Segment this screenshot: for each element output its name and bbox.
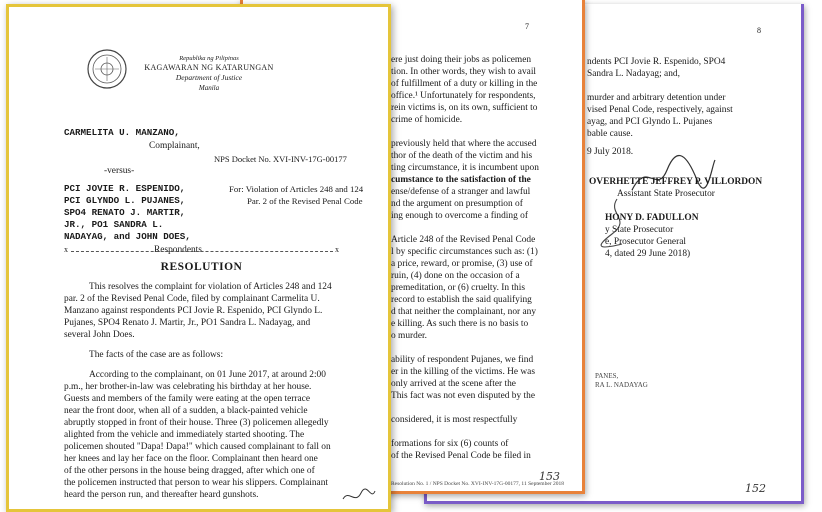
document-page-1 bbox=[6, 4, 391, 512]
doj-seal-icon bbox=[87, 49, 127, 89]
respondent-line: NADAYAG, and JOHN DOES, bbox=[64, 231, 191, 242]
text-line: The facts of the case are as follows: bbox=[89, 350, 224, 360]
text-line: policemen shouted "Dapa! Dapa!" which caused complainant to fall on bbox=[64, 442, 331, 452]
text-line: d that neither the complainant, nor any bbox=[391, 307, 537, 317]
text-line: ability of respondent Pujanes, we find bbox=[391, 355, 534, 365]
text-line: ing enough to overcome a finding of bbox=[391, 211, 528, 221]
city: Manila bbox=[198, 84, 220, 92]
text-line: l by specific circumstances such as: (1) bbox=[391, 247, 538, 257]
handwritten-page-number: 152 bbox=[745, 482, 766, 495]
text-line: of fulfillment of a duty or killing in the bbox=[391, 79, 538, 89]
department-name: KAGAWARAN NG KATARUNGAN bbox=[144, 63, 274, 72]
text-line: ruin, (4) done on the occasion of a bbox=[391, 271, 520, 281]
text-line: Sandra L. Nadayag; and, bbox=[587, 69, 680, 79]
text-line: ndents PCI Jovie R. Espenido, SPO4 bbox=[587, 57, 726, 67]
text-line: her knees and lay her face on the floor. Complainant then heard one bbox=[64, 454, 318, 464]
text-line: crime of homicide. bbox=[391, 115, 463, 125]
signatory-title: y State Prosecutor bbox=[605, 225, 674, 235]
page-footer: Resolution No. 1 / NPS Docket No. XVI-INV-17G-00177, 11 September 2018 bbox=[391, 481, 564, 487]
copy-furnished: PANES, bbox=[595, 372, 619, 380]
text-line: Pujanes, SPO4 Renato J. Martir, Jr., PO1 Sandra L. Nadayag, and bbox=[64, 318, 311, 328]
text-line: considered, it is most respectfully bbox=[391, 415, 518, 425]
text-line: near the front door, when all of a sudden, a black-painted vehicle bbox=[64, 406, 308, 416]
text-line: bable cause. bbox=[587, 129, 633, 139]
respondents-role: Respondents. bbox=[154, 245, 205, 255]
text-line: only arrived at the scene after the bbox=[391, 379, 516, 389]
text-line: the policemen instructed that person to wear his slippers. Complainant bbox=[64, 478, 329, 488]
text-line: office.¹ Unfortunately for respondents, bbox=[391, 91, 536, 101]
text-line: formations for six (6) counts of bbox=[391, 439, 509, 449]
rule-x-right: x bbox=[335, 245, 339, 254]
text-line: tion. In other words, they wish to avail bbox=[391, 67, 537, 77]
text-line: several John Does. bbox=[64, 330, 135, 340]
text-line: o murder. bbox=[391, 331, 427, 341]
department-english: Department of Justice bbox=[175, 73, 243, 82]
text-line: ere just doing their jobs as policemen bbox=[391, 55, 532, 65]
text-line: vised Penal Code, respectively, against bbox=[587, 105, 733, 115]
text-line: a price, reward, or promise, (3) use of bbox=[391, 259, 533, 269]
text-line: ting circumstance, it is incumbent upon bbox=[391, 163, 539, 173]
text-line: ense/defense of a stranger and lawful bbox=[391, 187, 531, 197]
text-line: of the other persons in the house being dragged, after which one of bbox=[64, 466, 315, 476]
resolution-heading: RESOLUTION bbox=[160, 261, 243, 273]
respondent-line: PCI JOVIE R. ESPENIDO, bbox=[64, 183, 186, 194]
republic-line: Republika ng Pilipinas bbox=[179, 55, 239, 62]
text-line: murder and arbitrary detention under bbox=[587, 93, 726, 103]
complainant-role: Complainant, bbox=[149, 141, 200, 151]
signatory-name: HONY D. FADULLON bbox=[605, 213, 699, 223]
versus: -versus- bbox=[104, 166, 135, 176]
respondent-line: PCI GLYNDO L. PUJANES, bbox=[64, 195, 186, 206]
signatory-name: OVERHETTE JEFFREY P. VILLORDON bbox=[589, 177, 763, 187]
text-line: cumstance to the satisfaction of the bbox=[391, 175, 531, 185]
text-line: thor of the death of the victim and his bbox=[391, 151, 533, 161]
text-line: premeditation, or (6) cruelty. In this bbox=[391, 283, 525, 293]
initials-mark bbox=[339, 485, 379, 507]
text-line: Manzano against respondents PCI Jovie R. Espenido, PCI Glyndo L. bbox=[64, 306, 323, 316]
copy-furnished: RA L. NADAYAG bbox=[595, 381, 648, 389]
text-line: p.m., her brother-in-law was celebrating his birthday at her house. bbox=[64, 382, 312, 392]
page-number: 8 bbox=[757, 26, 761, 35]
text-line: Guests and members of the family were eating at the open terrace bbox=[64, 394, 310, 404]
text-line: Article 248 of the Revised Penal Code bbox=[391, 235, 536, 245]
handwritten-page-number: 153 bbox=[539, 470, 560, 483]
page-number: 7 bbox=[525, 22, 529, 31]
respondent-line: JR., PO1 SANDRA L. bbox=[64, 219, 164, 230]
text-line: alighted from the vehicle and immediately started shooting. The bbox=[64, 430, 305, 440]
text-line: nd the argument on presumption of bbox=[391, 199, 523, 209]
text-line: This resolves the complaint for violation of Articles 248 and 124 bbox=[89, 282, 332, 292]
text-line: abruptly stopped in front of their house. Three (3) policemen allegedly bbox=[64, 418, 329, 428]
text-line: par. 2 of the Revised Penal Code, filed by complainant Carmelita U. bbox=[64, 294, 320, 304]
text-line: previously held that where the accused bbox=[391, 139, 537, 149]
rule-x-left: x bbox=[64, 245, 68, 254]
text-line: e killing. As such there is no basis to bbox=[391, 319, 529, 329]
respondent-line: SPO4 RENATO J. MARTIR, bbox=[64, 207, 186, 218]
text-line: of the Revised Penal Code be filed in bbox=[391, 451, 531, 461]
docket-number: NPS Docket No. XVI-INV-17G-00177 bbox=[214, 154, 347, 164]
text-line: heard the person run, and thereafter heard gunshots. bbox=[64, 490, 259, 500]
text-line: e, Prosecutor General bbox=[605, 237, 686, 247]
charge-line: For: Violation of Articles 248 and 124 bbox=[229, 184, 364, 194]
rule-line bbox=[71, 251, 333, 252]
date-line: 9 July 2018. bbox=[587, 147, 634, 157]
text-line: According to the complainant, on 01 June 2017, at around 2:00 bbox=[89, 370, 326, 380]
text-line: er in the killing of the victims. He was bbox=[391, 367, 535, 377]
charge-line: Par. 2 of the Revised Penal Code bbox=[247, 196, 363, 206]
text-line: record to establish the said qualifying bbox=[391, 295, 532, 305]
complainant-name: CARMELITA U. MANZANO, bbox=[64, 127, 180, 138]
text-line: 4, dated 29 June 2018) bbox=[605, 249, 691, 259]
text-line: This fact was not even disputed by the bbox=[391, 391, 535, 401]
signatory-title: Assistant State Prosecutor bbox=[617, 189, 715, 199]
text-line: rein victims is, on its own, sufficient to bbox=[391, 103, 538, 113]
text-line: ayag, and PCI Glyndo L. Pujanes bbox=[587, 117, 713, 127]
